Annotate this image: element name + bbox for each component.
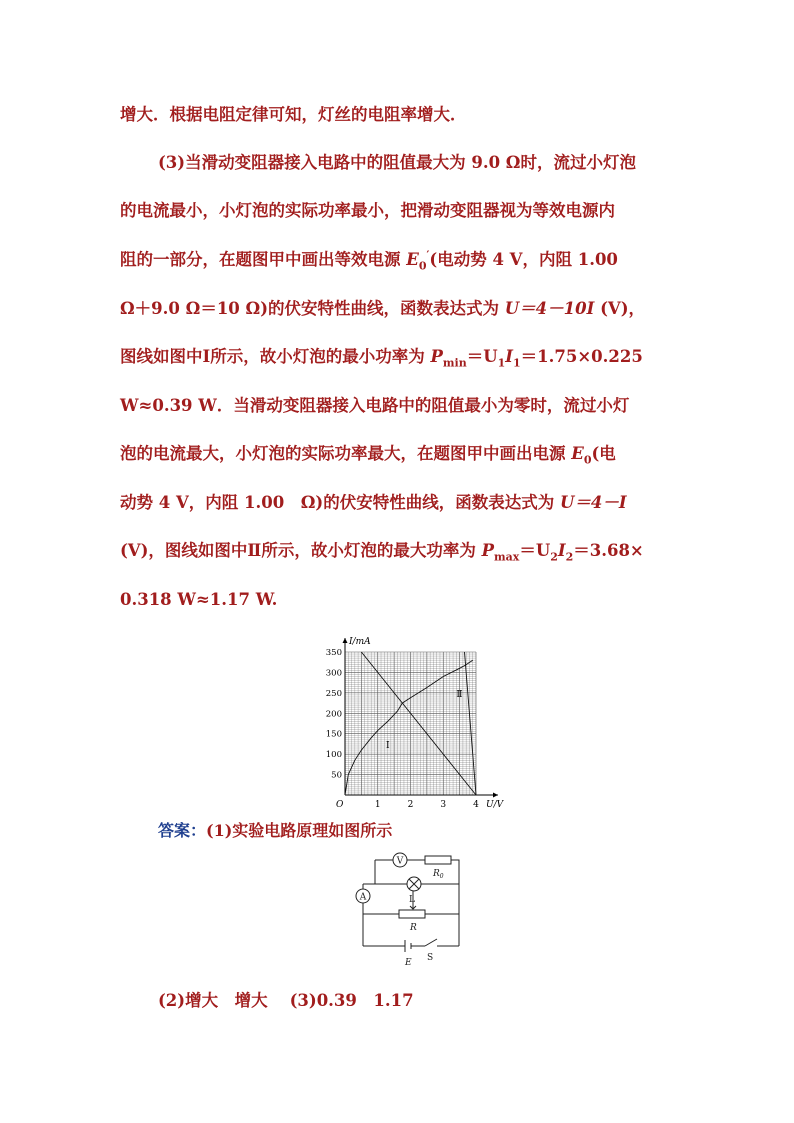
line4-text-a: 阻的一部分，在题图甲中画出等效电源 [120,250,407,269]
y-axis-label: I/mA [349,637,371,647]
answer-part-2: (2)增大 增大 [158,991,268,1010]
line8-text-a: 泡的电流最大，小灯泡的实际功率最大，在题图甲中画出电源 [120,444,572,463]
voltmeter-label: V [396,856,404,867]
chart-grid [345,652,476,795]
e0-symbol: E [571,444,584,463]
x-axis-arrow [493,793,498,798]
i1-symbol: I [505,347,513,366]
pmin-subscript: min [442,356,467,370]
text-line-5 [120,298,680,320]
answer-line [158,818,392,841]
pmax-subscript: max [494,550,520,564]
answer-text: (1)实验电路原理如图所示 [206,821,393,840]
line10-text-b: ＝3.68× [573,541,644,560]
line9-text-a: 动势 4 V，内阻 1.00 Ω)的伏安特性曲线，函数表达式为 [120,493,560,512]
answer-label: 答案： [158,821,207,840]
final-answers [158,987,414,1011]
y-tick-label: 350 [325,648,342,658]
wire-rheostat [363,884,459,946]
formula-2: U＝4－I [559,493,627,512]
answer-part-3: (3)0.39 1.17 [289,991,414,1010]
battery-symbol [405,940,411,952]
lamp-cross [409,879,419,889]
battery-label: E [405,958,412,968]
i1-subscript: 1 [512,356,521,370]
r0-resistor [425,856,451,864]
emf-prime: ′ [426,248,430,262]
text-line-9 [120,492,680,514]
annotation-curve-1: Ⅰ [385,741,390,752]
pmin-symbol: P [430,347,443,366]
pmax-symbol: P [481,541,494,560]
emf-subscript: 0 [418,259,427,273]
x-tick-label: 4 [473,800,479,810]
lamp-label: L [409,895,415,905]
text-line-4 [120,249,680,271]
text-line-2: (3)当滑动变阻器接入电路中的阻值最大为 9.0 Ω时，流过小灯泡 [158,153,636,172]
line5-text-a: Ω＋9.0 Ω＝10 Ω)的伏安特性曲线，函数表达式为 [120,299,505,318]
text-line-10 [120,540,680,562]
text-line-3: 的电流最小，小灯泡的实际功率最小，把滑动变阻器视为等效电源内 [120,201,615,220]
x-tick-label: 2 [407,800,414,810]
x-tick-label: 3 [440,800,447,810]
formula-1: U＝4－10I [504,299,595,318]
text-line-11: 0.318 W≈1.17 W. [120,590,278,609]
r0-label: $R_0$ [433,869,444,880]
text-line-1: 增大．根据电阻定律可知，灯丝的电阻率增大． [120,105,467,124]
line4-text-b: (电动势 4 V，内阻 1.00 [429,250,618,269]
y-tick-label: 150 [325,729,342,740]
emf-symbol: E [406,250,419,269]
y-tick-label: 50 [331,770,342,781]
line6-eq: ＝U [466,347,498,366]
rheostat-resistor [399,910,425,918]
line6-text-a: 图线如图中Ⅰ所示，故小灯泡的最小功率为 [120,347,431,366]
line6-text-b: ＝1.75×0.225 [520,347,643,366]
x-tick-label: 1 [374,800,381,810]
y-tick-label: 300 [325,668,342,679]
iv-chart [310,630,510,810]
text-line-8 [120,443,680,465]
i2-subscript: 2 [565,550,574,564]
y-tick-label: 100 [325,750,342,761]
circuit-diagram [355,848,465,973]
text-line-6 [120,346,680,368]
ammeter-label: A [359,892,367,903]
y-axis-arrow [343,638,348,643]
u2-subscript: 2 [550,550,558,564]
x-axis-label: U/V [486,800,504,810]
y-tick-label: 200 [325,709,342,720]
line10-text-a: (V)，图线如图中Ⅱ所示，故小灯泡的最大功率为 [120,541,482,560]
line8-text-b: (电 [591,444,616,463]
e0-subscript: 0 [583,453,592,467]
rheostat-label: R [410,923,417,933]
origin-label: O [336,800,344,810]
line10-eq: ＝U [519,541,551,560]
y-tick-label: 250 [325,688,342,699]
switch-symbol [425,939,437,946]
switch-label: S [427,953,434,963]
text-line-7: W≈0.39 W．当滑动变阻器接入电路中的阻值最小为零时，流过小灯 [120,396,630,415]
line5-text-b: (V)， [594,299,646,318]
u1-subscript: 1 [497,356,506,370]
annotation-curve-2: Ⅱ [456,689,463,700]
i2-symbol: I [557,541,566,560]
